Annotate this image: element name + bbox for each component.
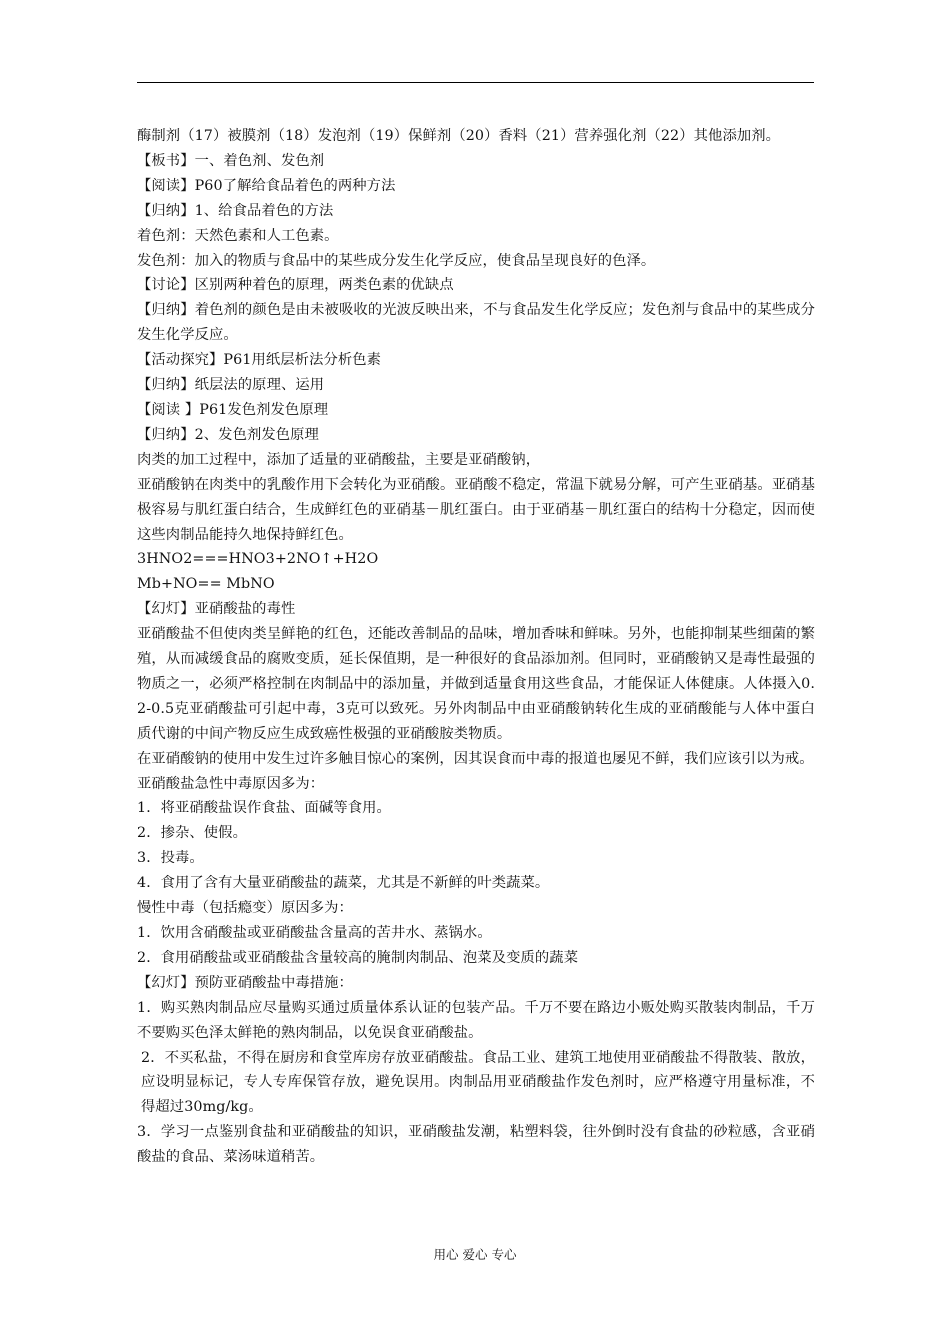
paragraph-reading-p60: 【阅读】P60了解给食品着色的两种方法 [137, 177, 396, 194]
paragraph-discussion: 【讨论】区别两种着色的原理，两类色素的优缺点 [137, 277, 454, 294]
paragraph-summary-coloring-methods: 【归纳】1、给食品着色的方法 [137, 202, 334, 219]
list-item-acute-3: 3．投毒。 [137, 850, 204, 867]
document-body [137, 124, 815, 1170]
paragraph-toxicity-details: 亚硝酸盐不但使肉类呈鲜艳的红色，还能改善制品的品味，增加香味和鲜味。另外，也能抑制某些细菌的繁殖，从而减缓食品的腐败变质，延长保值期，是一种很好的食品添加剂。但同时，亚硝酸钠又是毒性最强的物质之一，必须严格控制在肉制品中的添加量，并做到适量食用这些食品，才能保证人体健康。人体摄入0.2-0.5克亚硝酸盐可引起中毒，3克可以致死。另外肉制品中由亚硝酸钠转化生成的亚硝酸能与人体中蛋白质代谢的中间产物反应生成致癌性极强的亚硝酸胺类物质。 [137, 626, 815, 742]
paragraph-meat-processing: 肉类的加工过程中，添加了适量的亚硝酸盐，主要是亚硝酸钠， [137, 451, 541, 468]
paragraph-summary-chromatography: 【归纳】纸层法的原理、运用 [137, 377, 325, 394]
list-item-acute-4: 4．食用了含有大量亚硝酸盐的蔬菜，尤其是不新鲜的叶类蔬菜。 [137, 875, 550, 892]
list-item-chronic-1: 1．饮用含硝酸盐或亚硝酸盐含量高的苦井水、蒸锅水。 [137, 925, 492, 941]
paragraph-additives-list: 酶制剂（17）被膜剂（18）发泡剂（19）保鲜剂（20）香料（21）营养强化剂（22）其他添加剂。 [137, 128, 781, 144]
paragraph-equation-2: Mb+NO== MbNO [137, 576, 275, 593]
paragraph-summary-colorant-principle: 【归纳】着色剂的颜色是由未被吸收的光波反映出来，不与食品发生化学反应；发色剂与食品中的某些成分发生化学反应。 [137, 302, 815, 344]
page-footer: 用心 爱心 专心 [433, 1247, 517, 1262]
paragraph-reading-p61: 【阅读 】P61发色剂发色原理 [137, 401, 329, 418]
paragraph-colorant-definition: 着色剂：天然色素和人工色素。 [137, 227, 339, 244]
list-item-acute-1: 1．将亚硝酸盐误作食盐、面碱等食用。 [137, 800, 391, 817]
paragraph-slide-toxicity: 【幻灯】亚硝酸盐的毒性 [137, 601, 296, 618]
paragraph-chronic-poisoning-heading: 慢性中毒（包括瘾变）原因多为： [137, 900, 353, 917]
paragraph-color-fixative-definition: 发色剂：加入的物质与食品中的某些成分发生化学反应，使食品呈现良好的色泽。 [137, 252, 656, 269]
list-item-prevention-3: 3．学习一点鉴别食盐和亚硝酸盐的知识，亚硝酸盐发潮，粘塑料袋，往外倒时没有食盐的砂粒感，含亚硝酸盐的食品、菜汤味道稍苦。 [137, 1124, 815, 1166]
paragraph-equation-1: 3HNO2===HNO3+2NO↑+H2O [137, 551, 379, 568]
paragraph-board-heading: 【板书】一、着色剂、发色剂 [137, 152, 325, 169]
paragraph-summary-fixative-principle: 【归纳】2、发色剂发色原理 [137, 426, 319, 443]
list-item-prevention-2: 2．不买私盐，不得在厨房和食堂库房存放亚硝酸盐。食品工业、建筑工地使用亚硝酸盐不得散装、散放，应设明显标记，专人专库保管存放，避免误用。肉制品用亚硝酸盐作发色剂时，应严格遵守用量标准，不得超过30mg/kg。 [141, 1049, 815, 1116]
list-item-acute-2: 2．掺杂、使假。 [137, 825, 247, 842]
paragraph-acute-poisoning-heading: 亚硝酸盐急性中毒原因多为： [137, 775, 325, 792]
paragraph-nitrite-mechanism: 亚硝酸钠在肉类中的乳酸作用下会转化为亚硝酸。亚硝酸不稳定，常温下就易分解，可产生亚硝基。亚硝基极容易与肌红蛋白结合，生成鲜红色的亚硝基－肌红蛋白。由于亚硝基－肌红蛋白的结构十分稳定，因而使这些肉制品能持久地保持鲜红色。 [137, 476, 815, 543]
list-item-chronic-2: 2．食用硝酸盐或亚硝酸盐含量较高的腌制肉制品、泡菜及变质的蔬菜 [137, 949, 579, 966]
header-rule [137, 82, 814, 83]
paragraph-activity-chromatography: 【活动探究】P61用纸层析法分析色素 [137, 352, 382, 369]
list-item-prevention-1: 1．购买熟肉制品应尽量购买通过质量体系认证的包装产品。千万不要在路边小贩处购买散装肉制品，千万不要购买色泽太鲜艳的熟肉制品，以免误食亚硝酸盐。 [137, 999, 815, 1041]
paragraph-cases: 在亚硝酸钠的使用中发生过许多触目惊心的案例，因其误食而中毒的报道也屡见不鲜，我们应该引以为戒。 [137, 750, 814, 767]
paragraph-slide-prevention: 【幻灯】预防亚硝酸盐中毒措施： [137, 974, 353, 991]
